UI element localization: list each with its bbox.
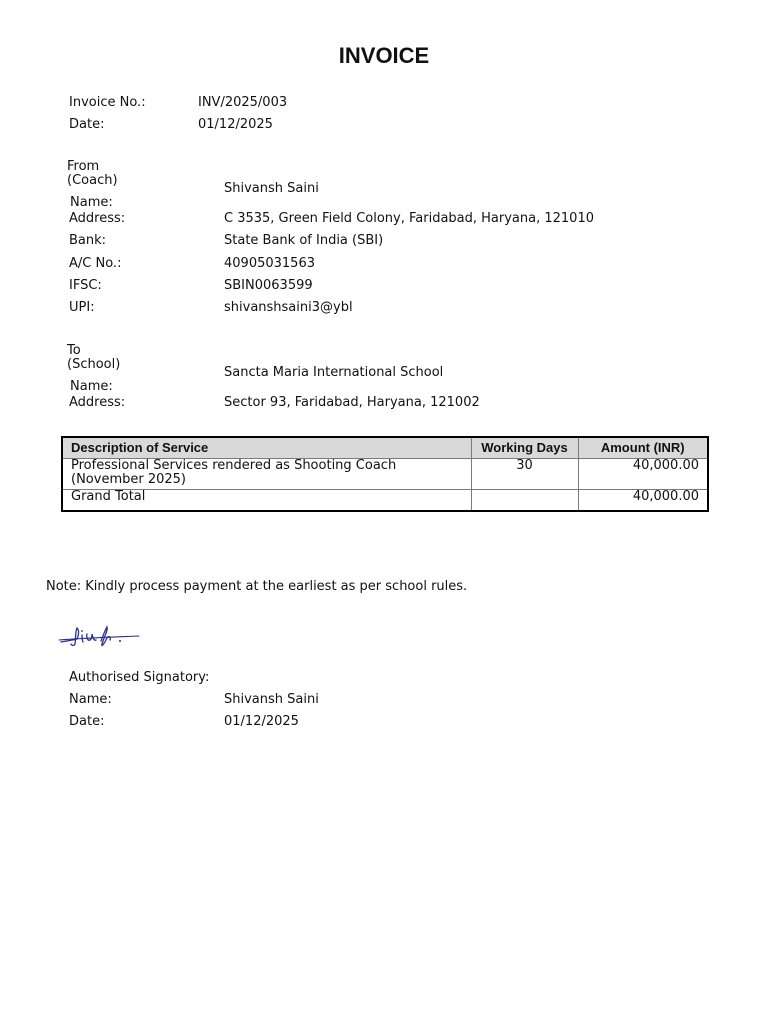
- signatory-name-value: Shivansh Saini: [224, 692, 319, 707]
- to-address-value: Sector 93, Faridabad, Haryana, 121002: [224, 395, 480, 410]
- signatory-date-label: Date:: [69, 714, 105, 729]
- grand-total-amount: 40,000.00: [578, 490, 708, 511]
- from-account-value: 40905031563: [224, 256, 315, 271]
- to-name-value: Sancta Maria International School: [224, 365, 444, 380]
- services-table: [61, 436, 709, 512]
- to-heading-line1: To: [67, 343, 81, 358]
- invoice-number-value: INV/2025/003: [198, 95, 288, 110]
- to-heading-line2: (School): [67, 357, 121, 372]
- payment-note: Note: Kindly process payment at the earliest as per school rules.: [46, 579, 468, 594]
- signature-stroke: [61, 628, 79, 646]
- from-account-label: A/C No.:: [69, 256, 122, 271]
- from-bank-value: State Bank of India (SBI): [224, 233, 384, 248]
- signature-stroke: [59, 636, 139, 640]
- signature-dot: [119, 640, 121, 642]
- invoice-date-value: 01/12/2025: [198, 117, 273, 132]
- from-heading-line1: From: [67, 159, 100, 174]
- from-ifsc-value: SBIN0063599: [224, 278, 313, 293]
- from-name-label: Name:: [70, 195, 113, 210]
- row-description: Professional Services rendered as Shooting Coach (November 2025): [62, 459, 471, 490]
- invoice-number-label: Invoice No.:: [69, 95, 146, 110]
- signatory-name-label: Name:: [69, 692, 112, 707]
- from-upi-value: shivanshsaini3@ybl: [224, 300, 353, 315]
- signature-stroke: [101, 627, 110, 646]
- from-name-value: Shivansh Saini: [224, 181, 319, 196]
- grand-total-days: [471, 490, 578, 511]
- table-row: [62, 459, 708, 490]
- header-working-days: Working Days: [471, 437, 578, 459]
- from-address-value: C 3535, Green Field Colony, Faridabad, Haryana, 121010: [224, 211, 594, 226]
- invoice-date-label: Date:: [69, 117, 105, 132]
- to-address-label: Address:: [69, 395, 126, 410]
- from-bank-label: Bank:: [69, 233, 107, 248]
- row-working-days: 30: [471, 459, 578, 490]
- row-amount: 40,000.00: [578, 459, 708, 490]
- from-ifsc-label: IFSC:: [69, 278, 102, 293]
- signature-dot: [81, 630, 83, 632]
- signatory-heading: Authorised Signatory:: [69, 670, 210, 685]
- from-upi-label: UPI:: [69, 300, 95, 315]
- to-name-label: Name:: [70, 379, 113, 394]
- from-heading-line2: (Coach): [67, 173, 118, 188]
- from-address-label: Address:: [69, 211, 126, 226]
- handwritten-signature: [57, 622, 141, 650]
- grand-total-label: Grand Total: [62, 490, 471, 511]
- header-amount: Amount (INR): [578, 437, 708, 459]
- table-header-row: [62, 437, 708, 459]
- header-description: Description of Service: [62, 437, 471, 459]
- invoice-title: INVOICE: [338, 43, 430, 68]
- signatory-date-value: 01/12/2025: [224, 714, 299, 729]
- grand-total-row: [62, 490, 708, 511]
